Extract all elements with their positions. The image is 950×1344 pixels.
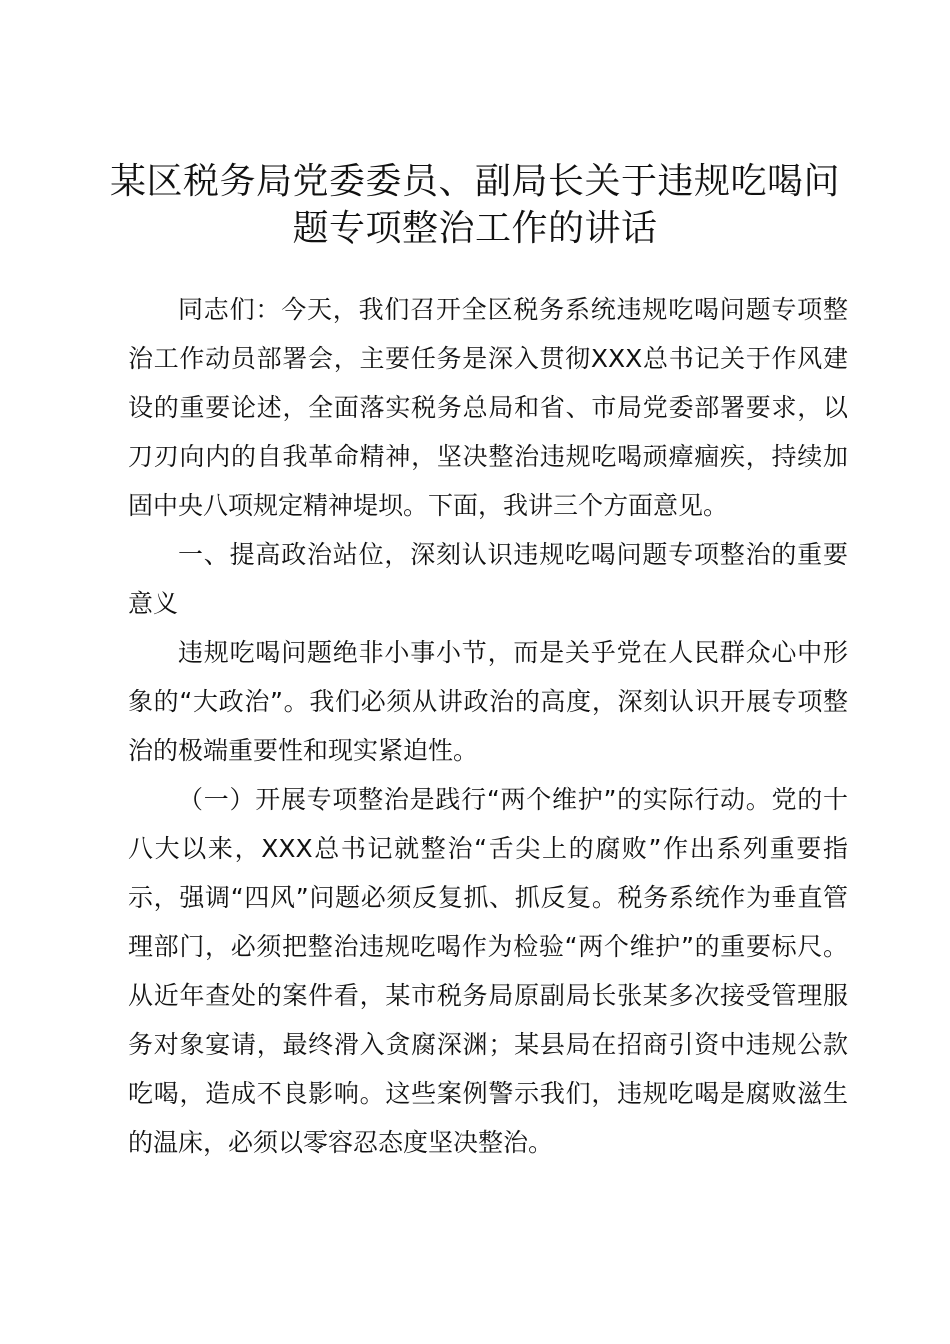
document-body	[128, 285, 848, 1167]
paragraph-point-one: （一）开展专项整治是践行“两个维护”的实际行动。党的十八大以来，XXX总书记就整治“舌尖上的腐败”作出系列重要指示，强调“四风”问题必须反复抓、抓反复。税务系统作为垂直管理部门，必须把整治违规吃喝作为检验“两个维护”的重要标尺。从近年查处的案件看，某市税务局原副局长张某多次接受管理服务对象宴请，最终滑入贪腐深渊；某县局在招商引资中违规公款吃喝，造成不良影响。这些案例警示我们，违规吃喝是腐败滋生的温床，必须以零容忍态度坚决整治。	[128, 785, 848, 1157]
paragraph-opening: 同志们：今天，我们召开全区税务系统违规吃喝问题专项整治工作动员部署会，主要任务是深入贯彻XXX总书记关于作风建设的重要论述，全面落实税务总局和省、市局党委部署要求，以刀刃向内的自我革命精神，坚决整治违规吃喝顽瘴痼疾，持续加固中央八项规定精神堤坝。下面，我讲三个方面意见。	[128, 295, 848, 520]
document-title: 某区税务局党委委员、副局长关于违规吃喝问题专项整治工作的讲话	[109, 161, 840, 249]
paragraph-significance: 违规吃喝问题绝非小事小节，而是关乎党在人民群众心中形象的“大政治”。我们必须从讲政治的高度，深刻认识开展专项整治的极端重要性和现实紧迫性。	[128, 638, 848, 765]
section-heading-one: 一、提高政治站位，深刻认识违规吃喝问题专项整治的重要意义	[128, 540, 848, 618]
